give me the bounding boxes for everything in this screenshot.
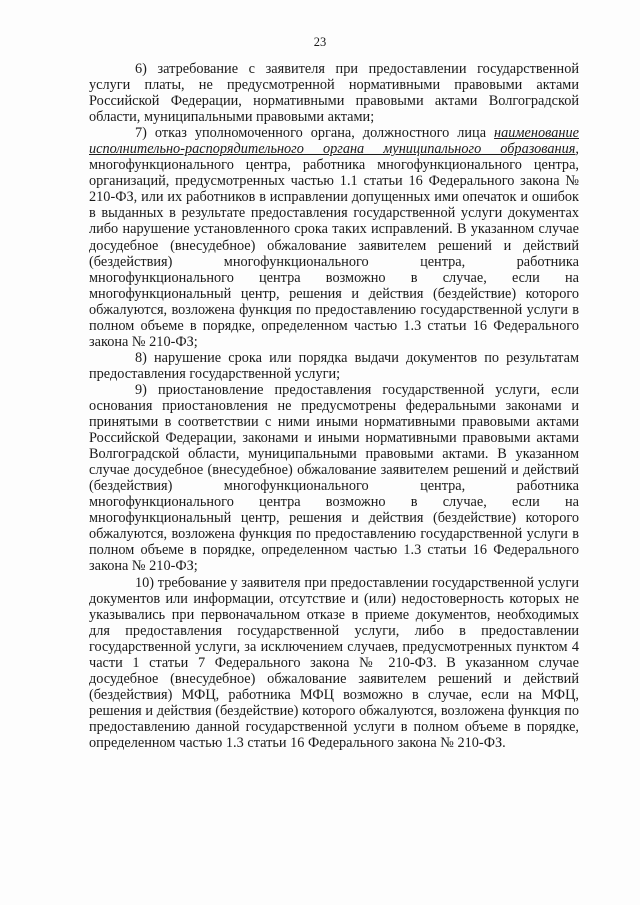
paragraph-8: 8) нарушение срока или порядка выдачи документов по результатам предоставления государственной услуги; bbox=[89, 349, 579, 382]
paragraph-10: 10) требование у заявителя при предоставлении государственной услуги документов или информации, отсутствие и (или) недостоверность которых не указывались при первоначальном отказе в приеме документов, необходимых для предоставления государственной услуги, либо в предоставлении государственной услуги, за исключением случаев, предусмотренных пунктом 4 части 1 статьи 7 Федерального закона № 210-ФЗ. В указанном случае досудебное (внесудебное) обжалование заявителем решений и действий (бездействия) МФЦ, работника МФЦ возможно в случае, если на МФЦ, решения и действия (бездействие) которого обжалуются, возложена функция по предоставлению данной государственной услуги в полном объеме в порядке, определенном частью 1.3 статьи 16 Федерального закона № 210-ФЗ. bbox=[89, 574, 579, 751]
page-number: 23 bbox=[313, 35, 327, 49]
paragraph-7-lead: 7) отказ уполномоченного органа, должностного лица bbox=[135, 125, 495, 142]
paragraph-7-rest: , многофункционального центра, работника многофункционального центра, организаций, предусмотренных частью 1.1 статьи 16 Федерального закона № 210-ФЗ, или их работников в исправлении допущенных ими опечаток и ошибок в выданных в результате предоставления государственной услуги документах либо нарушение установленного срока таких исправлений. В указанном случае досудебное (внесудебное) обжалование заявителем решений и действий (бездействия) многофункционального центра, работника многофункционального центра возможно в случае, если на многофункциональный центр, решения и действия (бездействие) которого обжалуются, возложена функция по предоставлению государственной услуги в полном объеме в порядке, определенном частью 1.3 статьи 16 Федерального закона № 210-ФЗ; bbox=[89, 141, 579, 350]
document-body bbox=[89, 61, 579, 751]
paragraph-7 bbox=[89, 125, 579, 350]
paragraph-9: 9) приостановление предоставления государственной услуги, если основания приостановления не предусмотрены федеральными законами и принятыми в соответствии с ними иными нормативными правовыми актами Российской Федерации, законами и иными нормативными правовыми актами Волгоградской области, муниципальными правовыми актами. В указанном случае досудебное (внесудебное) обжалование заявителем решений и действий (бездействия) многофункционального центра, работника многофункционального центра возможно в случае, если на многофункциональный центр, решения и действия (бездействие) которого обжалуются, возложена функция по предоставлению государственной услуги в полном объеме в порядке, определенном частью 1.3 статьи 16 Федерального закона № 210-ФЗ; bbox=[89, 381, 579, 575]
paragraph-7-placeholder: наименование исполнительно-распорядительного органа муниципального образования bbox=[89, 125, 579, 158]
paragraph-6: 6) затребование с заявителя при предоставлении государственной услуги платы, не предусмотренной нормативными правовыми актами Российской Федерации, нормативными правовыми актами Волгоградской области, муниципальными правовыми актами; bbox=[89, 61, 579, 126]
